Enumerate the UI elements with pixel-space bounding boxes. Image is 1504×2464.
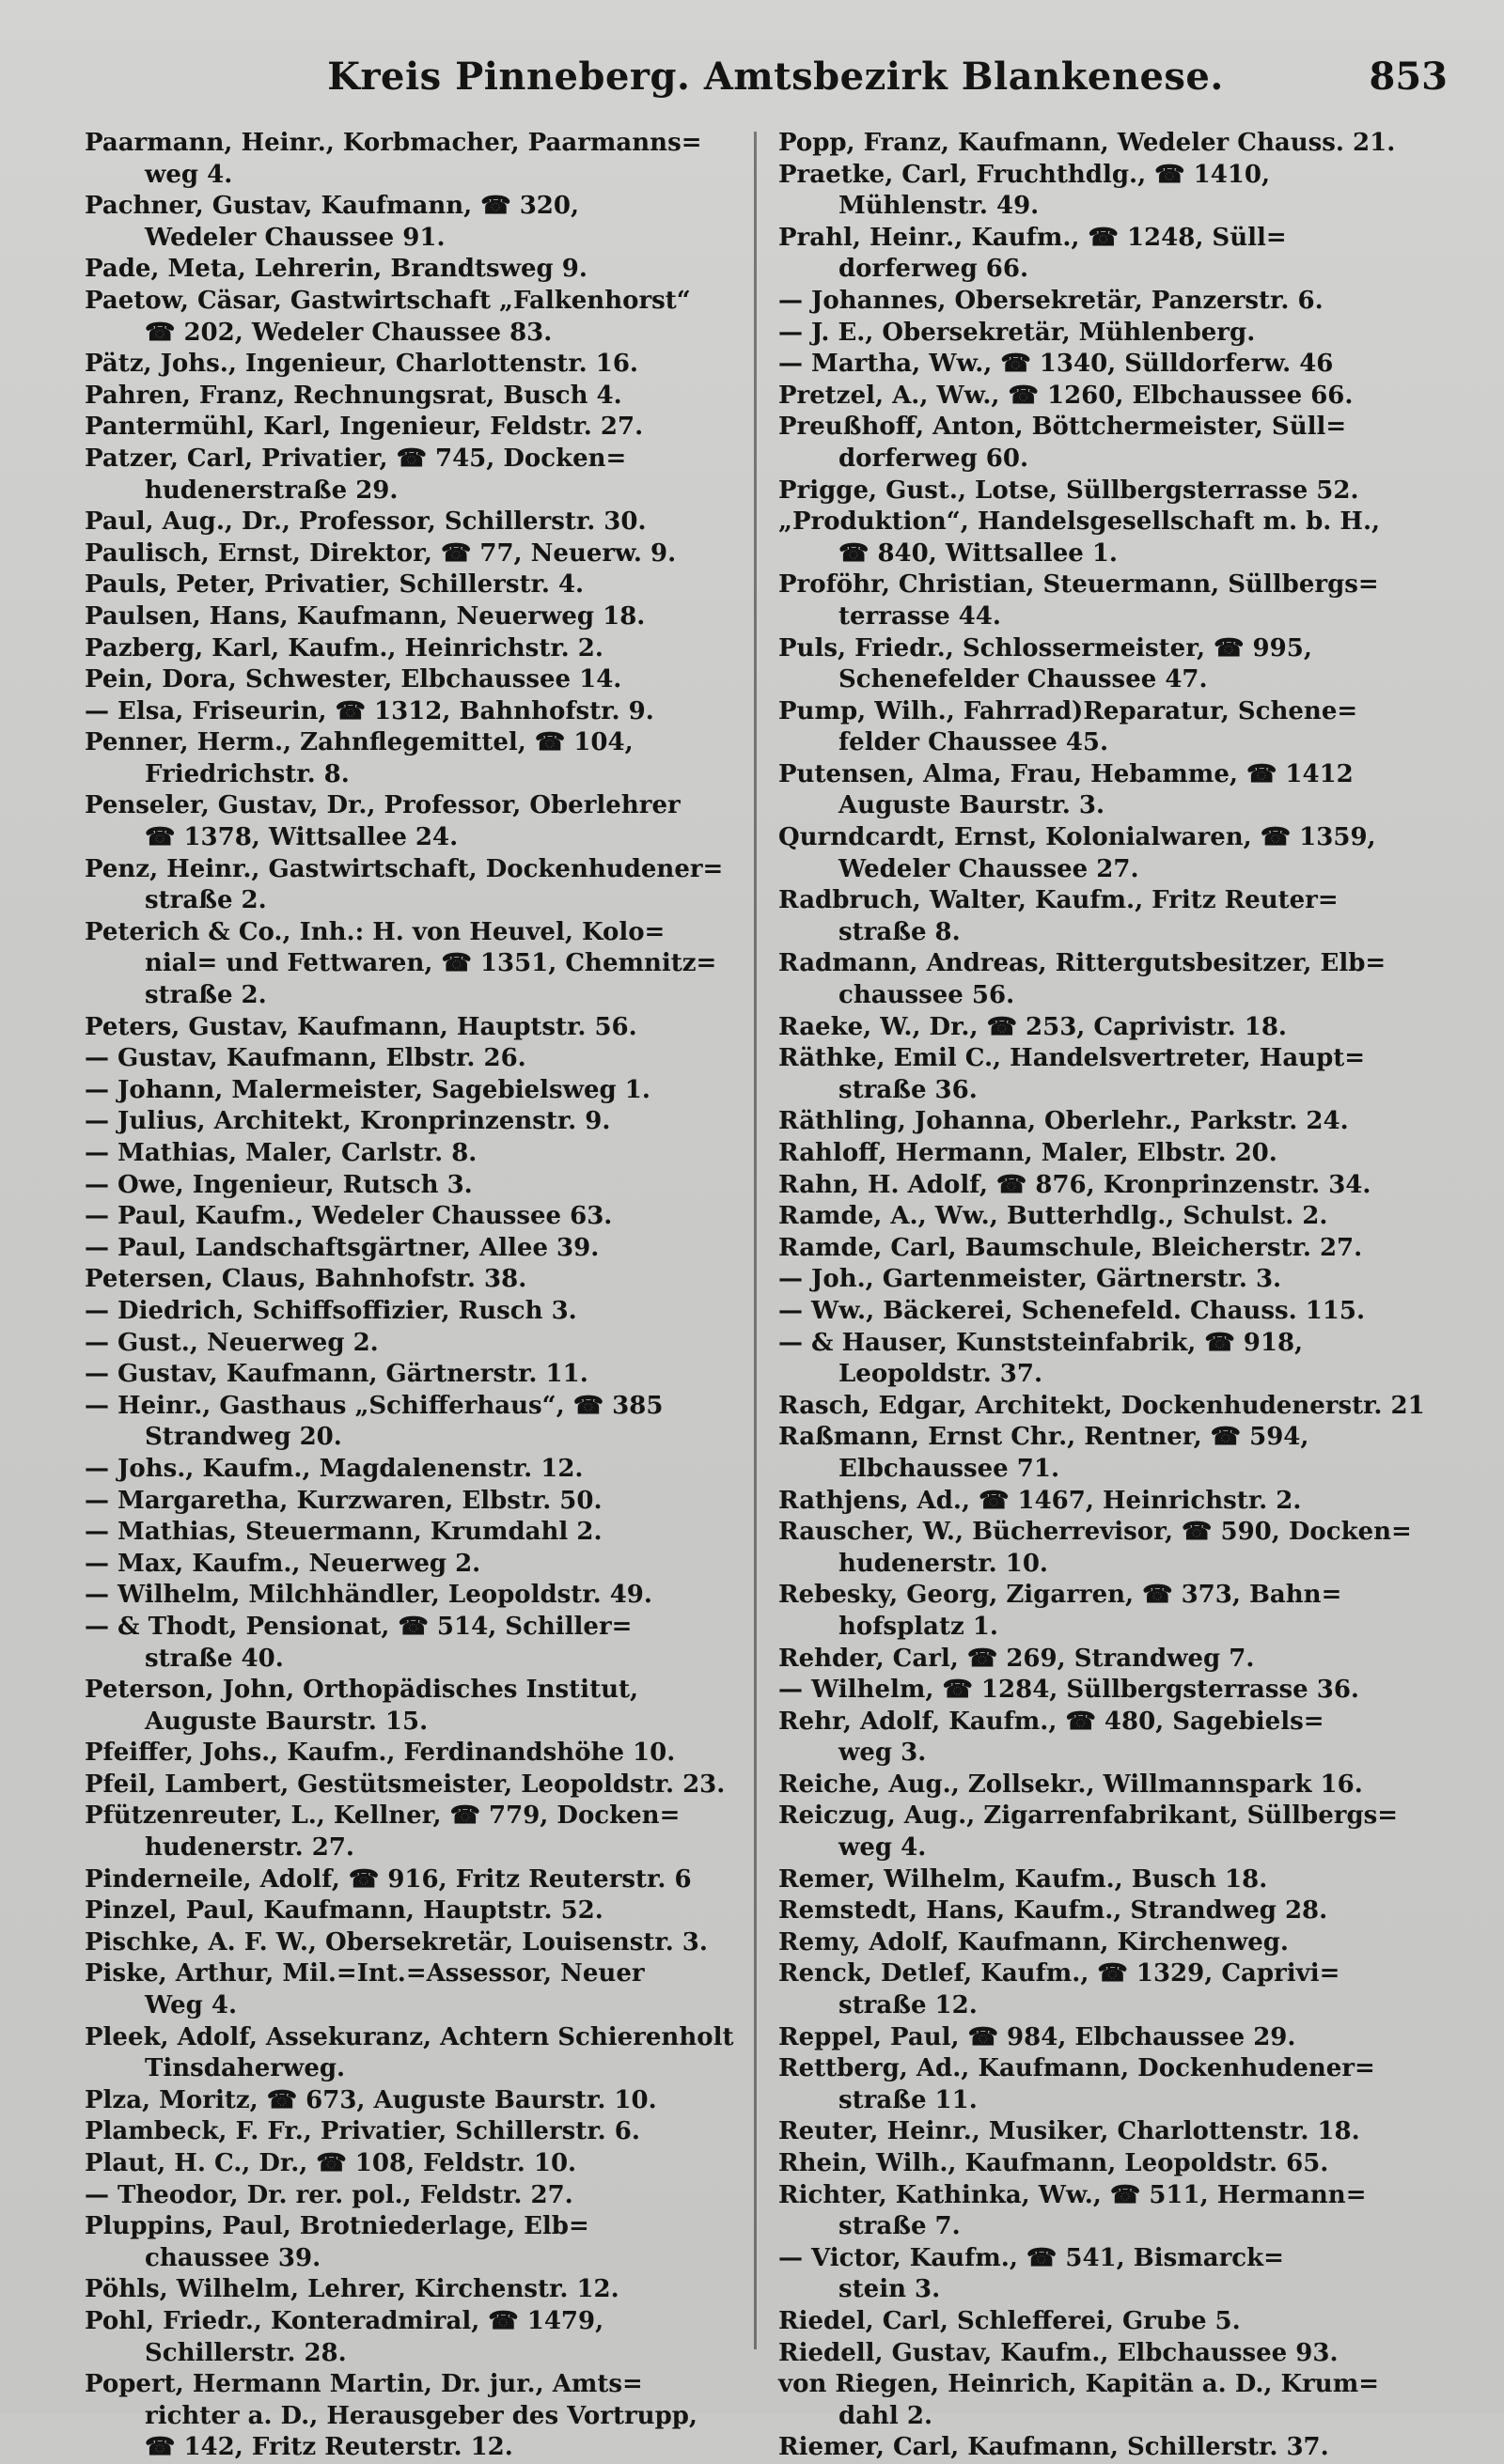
entry-continuation-line: straße 7. bbox=[838, 2212, 961, 2241]
directory-entry bbox=[85, 1738, 743, 1770]
entry-continuation-line: stein 3. bbox=[838, 2275, 941, 2304]
directory-entry bbox=[778, 507, 1436, 569]
directory-entry bbox=[778, 2022, 1436, 2054]
directory-entry bbox=[778, 160, 1436, 223]
directory-entry bbox=[778, 1138, 1436, 1170]
directory-entry bbox=[85, 1864, 743, 1896]
directory-entry bbox=[778, 2180, 1436, 2243]
directory-entry bbox=[85, 128, 743, 191]
entry-line: Pahren, Franz, Rechnungsrat, Busch 4. bbox=[85, 381, 622, 410]
entry-line: Rebesky, Georg, Zigarren, ☎ 373, Bahn= bbox=[778, 1581, 1342, 1610]
directory-entry bbox=[85, 664, 743, 696]
entry-line: — J. E., Obersekretär, Mühlenberg. bbox=[778, 318, 1256, 347]
entry-line: — Johannes, Obersekretär, Panzerstr. 6. bbox=[778, 286, 1324, 315]
entry-line: Rahloff, Hermann, Maler, Elbstr. 20. bbox=[778, 1139, 1277, 1167]
entry-line: — Johann, Malermeister, Sagebielsweg 1. bbox=[85, 1075, 650, 1104]
entry-line: Rehr, Adolf, Kaufm., ☎ 480, Sagebiels= bbox=[778, 1707, 1324, 1736]
directory-entry bbox=[778, 318, 1436, 350]
entry-line: — Gustav, Kaufmann, Elbstr. 26. bbox=[85, 1044, 526, 1073]
directory-entry bbox=[85, 2180, 743, 2212]
entry-line: Popert, Hermann Martin, Dr. jur., Amts= bbox=[85, 2370, 643, 2399]
entry-line: Penz, Heinr., Gastwirtschaft, Dockenhudener= bbox=[85, 854, 724, 883]
entry-line: Riedell, Gustav, Kaufm., Elbchaussee 93. bbox=[778, 2338, 1339, 2367]
directory-entry bbox=[778, 1927, 1436, 1959]
entry-continuation-line: chaussee 39. bbox=[145, 2243, 321, 2272]
directory-entry bbox=[778, 2432, 1436, 2464]
entry-continuation-line: weg 4. bbox=[145, 160, 233, 189]
entry-line: Penseler, Gustav, Dr., Professor, Oberlehrer bbox=[85, 791, 681, 820]
entry-line: Pöhls, Wilhelm, Lehrer, Kirchenstr. 12. bbox=[85, 2275, 619, 2304]
directory-entry bbox=[778, 1296, 1436, 1328]
entry-line: Remy, Adolf, Kaufmann, Kirchenweg. bbox=[778, 1927, 1289, 1957]
directory-entry bbox=[778, 1895, 1436, 1927]
entry-line: Piske, Arthur, Mil.=Int.=Assessor, Neuer bbox=[85, 1959, 645, 1988]
entry-line: Paul, Aug., Dr., Professor, Schillerstr. 30. bbox=[85, 507, 647, 537]
entry-line: Raeke, W., Dr., ☎ 253, Caprivistr. 18. bbox=[778, 1012, 1287, 1041]
entry-continuation-line: straße 12. bbox=[838, 1991, 978, 2020]
directory-entry bbox=[85, 1043, 743, 1075]
directory-entry bbox=[85, 2306, 743, 2369]
directory-entry bbox=[85, 1170, 743, 1202]
entry-continuation-line: ☎ 1378, Wittsallee 24. bbox=[145, 823, 459, 852]
entry-line: Petersen, Claus, Bahnhofstr. 38. bbox=[85, 1265, 527, 1294]
directory-entry bbox=[85, 349, 743, 381]
entry-line: Räthke, Emil C., Handelsvertreter, Haupt= bbox=[778, 1044, 1366, 1073]
directory-entry bbox=[778, 1801, 1436, 1864]
entry-line: Plza, Moritz, ☎ 673, Auguste Baurstr. 10. bbox=[85, 2085, 657, 2114]
directory-entry bbox=[778, 349, 1436, 381]
entry-line: von Riegen, Heinrich, Kapitän a. D., Krum= bbox=[778, 2370, 1379, 2399]
directory-entry bbox=[85, 2211, 743, 2274]
entry-line: — Mathias, Steuermann, Krumdahl 2. bbox=[85, 1518, 603, 1547]
entry-line: Proföhr, Christian, Steuermann, Süllbergs= bbox=[778, 570, 1379, 600]
page-number: 853 bbox=[1369, 55, 1448, 99]
directory-entry bbox=[85, 854, 743, 917]
directory-entry bbox=[778, 286, 1436, 318]
entry-line: — Elsa, Friseurin, ☎ 1312, Bahnhofstr. 9. bbox=[85, 696, 654, 725]
entry-continuation-line: hofsplatz 1. bbox=[838, 1612, 998, 1641]
entry-line: — Joh., Gartenmeister, Gärtnerstr. 3. bbox=[778, 1265, 1282, 1294]
entry-line: Riemer, Carl, Kaufmann, Schillerstr. 37. bbox=[778, 2433, 1329, 2462]
entry-continuation-line: straße 36. bbox=[838, 1075, 978, 1104]
directory-entry bbox=[778, 1675, 1436, 1707]
directory-entry bbox=[778, 1580, 1436, 1643]
directory-entry bbox=[778, 381, 1436, 413]
entry-line: Pein, Dora, Schwester, Elbchaussee 14. bbox=[85, 665, 622, 694]
entry-line: Peterich & Co., Inh.: H. von Heuvel, Kolo= bbox=[85, 917, 666, 946]
entry-line: — Heinr., Gasthaus „Schifferhaus“, ☎ 385 bbox=[85, 1391, 664, 1420]
directory-entry bbox=[778, 2148, 1436, 2180]
entry-continuation-line: straße 2. bbox=[145, 981, 267, 1010]
entry-line: Patzer, Carl, Privatier, ☎ 745, Docken= bbox=[85, 444, 627, 473]
entry-line: Peterson, John, Orthopädisches Institut, bbox=[85, 1676, 639, 1705]
directory-entry bbox=[778, 1422, 1436, 1485]
directory-entry bbox=[85, 444, 743, 507]
directory-entry bbox=[85, 1391, 743, 1454]
directory-entry bbox=[778, 223, 1436, 286]
entry-line: Räthling, Johanna, Oberlehr., Parkstr. 24. bbox=[778, 1107, 1349, 1136]
directory-entry bbox=[778, 476, 1436, 507]
entry-line: Raßmann, Ernst Chr., Rentner, ☎ 594, bbox=[778, 1423, 1309, 1452]
entry-continuation-line: weg 3. bbox=[838, 1739, 927, 1768]
entry-continuation-line: hudenerstr. 27. bbox=[145, 1833, 354, 1863]
directory-entry bbox=[85, 381, 743, 413]
directory-entry bbox=[85, 1770, 743, 1801]
right-column bbox=[778, 128, 1436, 2462]
entry-continuation-line: ☎ 202, Wedeler Chaussee 83. bbox=[145, 318, 553, 347]
entry-line: Paulsen, Hans, Kaufmann, Neuerweg 18. bbox=[85, 601, 646, 631]
entry-line: — Max, Kaufm., Neuerweg 2. bbox=[85, 1549, 481, 1578]
directory-entry bbox=[778, 822, 1436, 885]
directory-entry bbox=[778, 128, 1436, 160]
directory-entry bbox=[778, 2306, 1436, 2338]
directory-entry bbox=[85, 2085, 743, 2117]
entry-continuation-line: Friedrichstr. 8. bbox=[145, 759, 350, 788]
entry-line: Rasch, Edgar, Architekt, Dockenhudenerstr. 21 bbox=[778, 1391, 1425, 1420]
entry-line: Rehder, Carl, ☎ 269, Strandweg 7. bbox=[778, 1644, 1255, 1673]
directory-entry bbox=[85, 2116, 743, 2148]
directory-entry bbox=[85, 191, 743, 254]
entry-line: Paarmann, Heinr., Korbmacher, Paarmanns= bbox=[85, 129, 702, 157]
directory-entry bbox=[85, 2022, 743, 2085]
entry-line: — Paul, Kaufm., Wedeler Chaussee 63. bbox=[85, 1202, 613, 1231]
entry-line: Qurndcardt, Ernst, Kolonialwaren, ☎ 1359, bbox=[778, 823, 1376, 852]
directory-entry bbox=[778, 1043, 1436, 1106]
entry-continuation-line: hudenerstr. 10. bbox=[838, 1549, 1048, 1578]
entry-line: Reiche, Aug., Zollsekr., Willmannspark 16. bbox=[778, 1770, 1363, 1799]
entry-line: Paetow, Cäsar, Gastwirtschaft „Falkenhorst“ bbox=[85, 286, 691, 315]
entry-line: Paulisch, Ernst, Direktor, ☎ 77, Neuerw. 9. bbox=[85, 538, 677, 568]
entry-continuation-line: straße 2. bbox=[145, 886, 267, 915]
entry-line: Reppel, Paul, ☎ 984, Elbchaussee 29. bbox=[778, 2022, 1296, 2051]
directory-entry bbox=[778, 885, 1436, 948]
entry-line: — Gustav, Kaufmann, Gärtnerstr. 11. bbox=[85, 1360, 588, 1389]
directory-entry bbox=[85, 569, 743, 601]
entry-continuation-line: terrasse 44. bbox=[838, 601, 1001, 631]
entry-line: Pantermühl, Karl, Ingenieur, Feldstr. 27. bbox=[85, 413, 644, 442]
entry-line: Pleek, Adolf, Assekuranz, Achtern Schierenholt bbox=[85, 2022, 734, 2051]
entry-line: — Ww., Bäckerei, Schenefeld. Chauss. 115. bbox=[778, 1296, 1366, 1325]
directory-entry bbox=[85, 1580, 743, 1612]
entry-line: — Margaretha, Kurzwaren, Elbstr. 50. bbox=[85, 1486, 603, 1515]
entry-line: Reuter, Heinr., Musiker, Charlottenstr. 18. bbox=[778, 2117, 1360, 2146]
directory-entry bbox=[85, 790, 743, 853]
directory-entry bbox=[778, 696, 1436, 759]
directory-entry bbox=[85, 1454, 743, 1486]
entry-line: — & Hauser, Kunststeinfabrik, ☎ 918, bbox=[778, 1328, 1304, 1357]
directory-entry bbox=[85, 2274, 743, 2306]
entry-line: Riedel, Carl, Schlefferei, Grube 5. bbox=[778, 2306, 1241, 2335]
page-header bbox=[103, 55, 1448, 115]
directory-entry bbox=[778, 1264, 1436, 1296]
entry-continuation-line: ☎ 142, Fritz Reuterstr. 12. bbox=[145, 2433, 513, 2462]
directory-entry bbox=[778, 2243, 1436, 2306]
directory-entry bbox=[85, 696, 743, 728]
directory-entry bbox=[85, 1517, 743, 1549]
entry-continuation-line: straße 40. bbox=[145, 1644, 284, 1673]
entry-line: — Mathias, Maler, Carlstr. 8. bbox=[85, 1139, 478, 1167]
entry-line: Pätz, Johs., Ingenieur, Charlottenstr. 16. bbox=[85, 350, 638, 379]
entry-line: — Wilhelm, ☎ 1284, Süllbergsterrasse 36. bbox=[778, 1676, 1359, 1705]
entry-continuation-line: dahl 2. bbox=[838, 2401, 933, 2430]
entry-continuation-line: Leopoldstr. 37. bbox=[838, 1360, 1043, 1389]
entry-line: Pachner, Gustav, Kaufmann, ☎ 320, bbox=[85, 192, 580, 221]
entry-line: Putensen, Alma, Frau, Hebamme, ☎ 1412 bbox=[778, 759, 1354, 788]
directory-entry bbox=[778, 1201, 1436, 1233]
entry-line: Pade, Meta, Lehrerin, Brandtsweg 9. bbox=[85, 255, 588, 284]
entry-line: Ramde, A., Ww., Butterhdlg., Schulst. 2. bbox=[778, 1202, 1328, 1231]
entry-line: — Owe, Ingenieur, Rutsch 3. bbox=[85, 1170, 473, 1199]
entry-line: Rhein, Wilh., Kaufmann, Leopoldstr. 65. bbox=[778, 2149, 1329, 2177]
entry-line: Plambeck, F. Fr., Privatier, Schillerstr. 6. bbox=[85, 2117, 640, 2146]
entry-continuation-line: Wedeler Chaussee 91. bbox=[145, 223, 446, 252]
directory-entry bbox=[85, 1264, 743, 1296]
entry-line: Pfeiffer, Johs., Kaufm., Ferdinandshöhe 10. bbox=[85, 1739, 676, 1768]
entry-line: — & Thodt, Pensionat, ☎ 514, Schiller= bbox=[85, 1612, 633, 1641]
directory-entry bbox=[85, 633, 743, 665]
directory-entry bbox=[85, 1075, 743, 1107]
entry-line: Preußhoff, Anton, Böttchermeister, Süll= bbox=[778, 413, 1347, 442]
directory-entry bbox=[778, 1486, 1436, 1518]
entry-continuation-line: Schenefelder Chaussee 47. bbox=[838, 665, 1208, 694]
directory-entry bbox=[85, 1138, 743, 1170]
entry-line: Prahl, Heinr., Kaufm., ☎ 1248, Süll= bbox=[778, 223, 1287, 252]
entry-line: Penner, Herm., Zahnflegemittel, ☎ 104, bbox=[85, 728, 634, 757]
entry-line: Pluppins, Paul, Brotniederlage, Elb= bbox=[85, 2212, 589, 2241]
entry-continuation-line: felder Chaussee 45. bbox=[838, 728, 1109, 757]
entry-line: Radbruch, Walter, Kaufm., Fritz Reuter= bbox=[778, 886, 1339, 915]
entry-line: Prigge, Gust., Lotse, Süllbergsterrasse 52. bbox=[778, 476, 1359, 505]
directory-entry bbox=[85, 1359, 743, 1391]
entry-line: Pfeil, Lambert, Gestütsmeister, Leopoldstr. 23. bbox=[85, 1770, 726, 1799]
directory-entry bbox=[85, 286, 743, 349]
entry-line: Radmann, Andreas, Rittergutsbesitzer, Elb= bbox=[778, 949, 1386, 978]
entry-line: — Paul, Landschaftsgärtner, Allee 39. bbox=[85, 1233, 600, 1262]
entry-line: Remer, Wilhelm, Kaufm., Busch 18. bbox=[778, 1864, 1268, 1894]
directory-entry bbox=[85, 1012, 743, 1044]
directory-entry bbox=[778, 1391, 1436, 1423]
directory-entry bbox=[778, 2116, 1436, 2148]
directory-entry bbox=[85, 601, 743, 633]
directory-entry bbox=[778, 569, 1436, 632]
entry-line: — Wilhelm, Milchhändler, Leopoldstr. 49. bbox=[85, 1581, 652, 1610]
directory-entry bbox=[778, 948, 1436, 1011]
entry-line: — Diedrich, Schiffsoffizier, Rusch 3. bbox=[85, 1296, 577, 1325]
directory-entry bbox=[778, 2053, 1436, 2116]
entry-continuation-line: nial= und Fettwaren, ☎ 1351, Chemnitz= bbox=[145, 949, 717, 978]
entry-line: — Julius, Architekt, Kronprinzenstr. 9. bbox=[85, 1107, 611, 1136]
entry-line: Pfützenreuter, L., Kellner, ☎ 779, Docken= bbox=[85, 1801, 681, 1831]
directory-entry bbox=[778, 1328, 1436, 1391]
directory-entry bbox=[85, 412, 743, 444]
directory-entry bbox=[85, 1927, 743, 1959]
directory-entry bbox=[85, 1675, 743, 1738]
directory-entry bbox=[778, 1106, 1436, 1138]
directory-entry bbox=[85, 1296, 743, 1328]
directory-entry bbox=[778, 2369, 1436, 2432]
directory-entry bbox=[778, 1958, 1436, 2021]
directory-entry bbox=[778, 633, 1436, 696]
entry-continuation-line: chaussee 56. bbox=[838, 981, 1015, 1010]
directory-entry bbox=[778, 1864, 1436, 1896]
entry-continuation-line: ☎ 840, Wittsallee 1. bbox=[838, 538, 1118, 568]
directory-entry bbox=[778, 1012, 1436, 1044]
running-title: Kreis Pinneberg. Amtsbezirk Blankenese. bbox=[327, 55, 1224, 99]
entry-line: Ramde, Carl, Baumschule, Bleicherstr. 27. bbox=[778, 1233, 1363, 1262]
entry-continuation-line: Schillerstr. 28. bbox=[145, 2338, 347, 2367]
entry-line: Pohl, Friedr., Konteradmiral, ☎ 1479, bbox=[85, 2306, 604, 2335]
entry-line: Pauls, Peter, Privatier, Schillerstr. 4. bbox=[85, 570, 585, 600]
directory-entry bbox=[85, 1801, 743, 1864]
directory-entry bbox=[85, 1106, 743, 1138]
entry-line: Pischke, A. F. W., Obersekretär, Louisenstr. 3. bbox=[85, 1927, 708, 1957]
entry-continuation-line: richter a. D., Herausgeber des Vortrupp, bbox=[145, 2401, 697, 2430]
entry-continuation-line: straße 8. bbox=[838, 917, 961, 946]
left-column bbox=[85, 128, 743, 2462]
directory-entry bbox=[778, 1770, 1436, 1801]
entry-line: Reiczug, Aug., Zigarrenfabrikant, Süllbergs= bbox=[778, 1801, 1399, 1831]
directory-entry bbox=[85, 1233, 743, 1265]
entry-line: Renck, Detlef, Kaufm., ☎ 1329, Caprivi= bbox=[778, 1959, 1340, 1988]
directory-entry bbox=[85, 1958, 743, 2021]
directory-entry bbox=[85, 727, 743, 790]
directory-entry bbox=[85, 1486, 743, 1518]
directory-entry bbox=[85, 1328, 743, 1360]
entry-line: Plaut, H. C., Dr., ☎ 108, Feldstr. 10. bbox=[85, 2149, 577, 2177]
entry-continuation-line: hudenerstraße 29. bbox=[145, 476, 399, 505]
directory-entry bbox=[778, 1707, 1436, 1770]
directory-entry bbox=[778, 1644, 1436, 1676]
directory-entry bbox=[85, 1612, 743, 1675]
directory-entry bbox=[85, 917, 743, 1012]
directory-entry bbox=[778, 412, 1436, 475]
entry-continuation-line: Elbchaussee 71. bbox=[838, 1454, 1060, 1483]
entry-continuation-line: weg 4. bbox=[838, 1833, 927, 1863]
entry-continuation-line: Auguste Baurstr. 3. bbox=[838, 791, 1105, 820]
entry-line: Peters, Gustav, Kaufmann, Hauptstr. 56. bbox=[85, 1012, 637, 1041]
directory-entry bbox=[778, 1170, 1436, 1202]
entry-line: Pazberg, Karl, Kaufm., Heinrichstr. 2. bbox=[85, 633, 603, 663]
directory-entry bbox=[85, 538, 743, 570]
directory-entry bbox=[85, 507, 743, 538]
entry-line: Praetke, Carl, Fruchthdlg., ☎ 1410, bbox=[778, 160, 1271, 189]
entry-line: Popp, Franz, Kaufmann, Wedeler Chauss. 21. bbox=[778, 129, 1396, 157]
entry-continuation-line: dorferweg 66. bbox=[838, 255, 1029, 284]
directory-entry bbox=[85, 1201, 743, 1233]
entry-line: Rathjens, Ad., ☎ 1467, Heinrichstr. 2. bbox=[778, 1486, 1302, 1515]
entry-line: Pump, Wilh., Fahrrad)Reparatur, Schene= bbox=[778, 696, 1358, 725]
entry-line: Pinzel, Paul, Kaufmann, Hauptstr. 52. bbox=[85, 1896, 603, 1926]
directory-entry bbox=[778, 2338, 1436, 2370]
entry-line: — Johs., Kaufm., Magdalenenstr. 12. bbox=[85, 1454, 584, 1483]
entry-line: — Martha, Ww., ☎ 1340, Sülldorferw. 46 bbox=[778, 350, 1334, 379]
directory-entry bbox=[85, 254, 743, 286]
entry-continuation-line: Mühlenstr. 49. bbox=[838, 192, 1040, 221]
entry-continuation-line: dorferweg 60. bbox=[838, 444, 1029, 473]
directory-entry bbox=[85, 2369, 743, 2464]
entry-line: Puls, Friedr., Schlossermeister, ☎ 995, bbox=[778, 633, 1312, 663]
entry-line: „Produktion“, Handelsgesellschaft m. b. H., bbox=[778, 507, 1381, 537]
entry-line: Pinderneile, Adolf, ☎ 916, Fritz Reuterstr. 6 bbox=[85, 1864, 692, 1894]
directory-entry bbox=[778, 1517, 1436, 1580]
entry-continuation-line: Tinsdaherweg. bbox=[145, 2054, 346, 2083]
entry-line: Rahn, H. Adolf, ☎ 876, Kronprinzenstr. 34. bbox=[778, 1170, 1371, 1199]
entry-line: Rettberg, Ad., Kaufmann, Dockenhudener= bbox=[778, 2054, 1375, 2083]
directory-entry bbox=[85, 2148, 743, 2180]
directory-entry bbox=[778, 759, 1436, 822]
entry-line: Remstedt, Hans, Kaufm., Strandweg 28. bbox=[778, 1896, 1328, 1926]
entry-line: — Theodor, Dr. rer. pol., Feldstr. 27. bbox=[85, 2180, 573, 2209]
entry-line: Richter, Kathinka, Ww., ☎ 511, Hermann= bbox=[778, 2180, 1367, 2209]
column-divider bbox=[754, 132, 757, 2349]
entry-line: Pretzel, A., Ww., ☎ 1260, Elbchaussee 66. bbox=[778, 381, 1354, 410]
entry-continuation-line: Weg 4. bbox=[145, 1991, 237, 2020]
entry-line: Rauscher, W., Bücherrevisor, ☎ 590, Docken= bbox=[778, 1518, 1412, 1547]
entry-line: — Victor, Kaufm., ☎ 541, Bismarck= bbox=[778, 2243, 1284, 2272]
entry-continuation-line: straße 11. bbox=[838, 2085, 978, 2114]
entry-line: — Gust., Neuerweg 2. bbox=[85, 1328, 379, 1357]
directory-entry bbox=[85, 1549, 743, 1581]
directory-entry bbox=[778, 1233, 1436, 1265]
directory-entry bbox=[85, 1895, 743, 1927]
entry-continuation-line: Wedeler Chaussee 27. bbox=[838, 854, 1139, 883]
entry-continuation-line: Strandweg 20. bbox=[145, 1423, 342, 1452]
entry-continuation-line: Auguste Baurstr. 15. bbox=[145, 1707, 429, 1736]
